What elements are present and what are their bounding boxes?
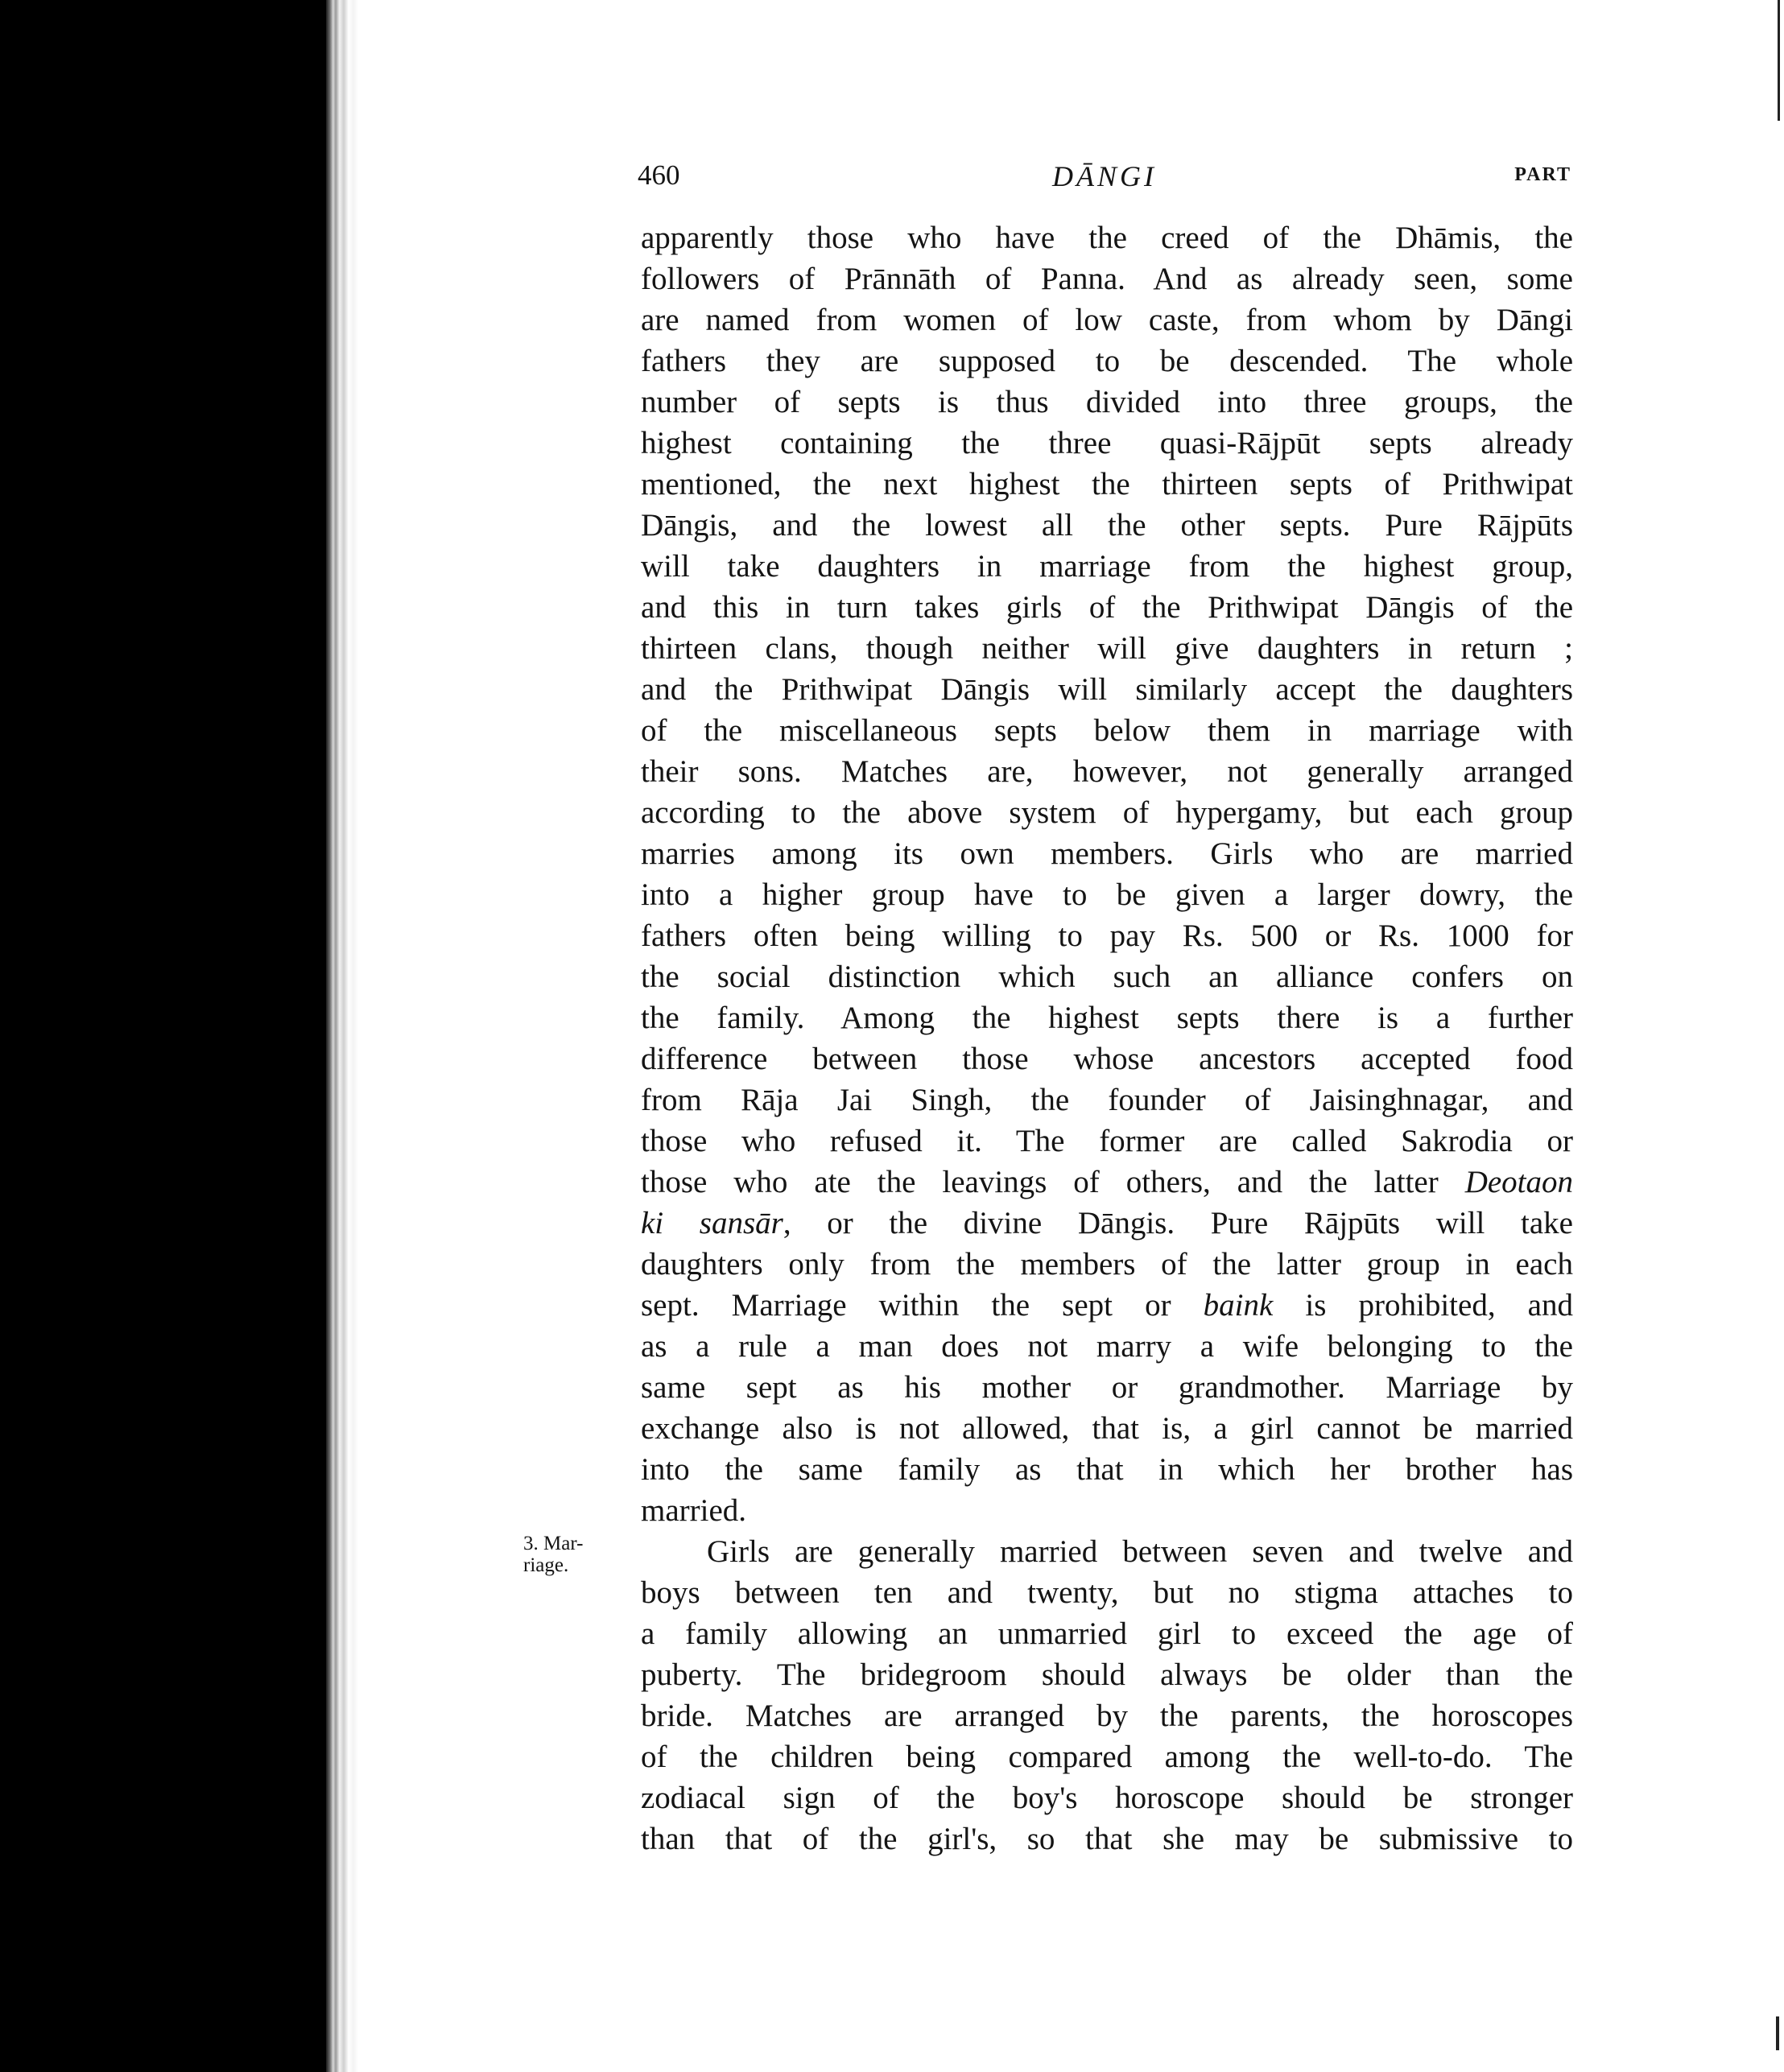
text-line bbox=[641, 1203, 1573, 1244]
running-head bbox=[638, 159, 1571, 200]
scan-edge-mark-bottom bbox=[1776, 2016, 1779, 2050]
text-line: according to the above system of hypergamy, but each group bbox=[641, 795, 1573, 830]
text-line: as a rule a man does not marry a wife belonging to the bbox=[641, 1329, 1573, 1364]
text-line: their sons. Matches are, however, not generally arranged bbox=[641, 754, 1573, 789]
italic-term-baink: baink bbox=[1203, 1288, 1274, 1323]
body-text bbox=[641, 217, 1573, 1859]
scan-edge-mark-top bbox=[1778, 0, 1780, 121]
text-line: into the same family as that in which her brother has bbox=[641, 1452, 1573, 1487]
italic-term-ki-sansar: ki sansār bbox=[641, 1206, 783, 1240]
text-line: bride. Matches are arranged by the parents, the horoscopes bbox=[641, 1698, 1573, 1733]
text-line: are named from women of low caste, from whom by Dāngi bbox=[641, 303, 1573, 337]
margin-note-marriage bbox=[523, 1533, 583, 1576]
text-line: fathers they are supposed to be descended. The whole bbox=[641, 344, 1573, 378]
text-run: , or the divine Dāngis. Pure Rājpūts will take bbox=[783, 1206, 1573, 1240]
text-line: mentioned, the next highest the thirteen septs of Prithwipat bbox=[641, 467, 1573, 501]
text-line: Girls are generally married between seven and twelve and bbox=[707, 1534, 1573, 1569]
text-run: those who ate the leavings of others, and the latter bbox=[641, 1165, 1465, 1199]
text-line: puberty. The bridegroom should always be older than the bbox=[641, 1657, 1573, 1692]
text-line: fathers often being willing to pay Rs. 500 or Rs. 1000 for bbox=[641, 918, 1573, 953]
text-line: marries among its own members. Girls who are married bbox=[641, 836, 1573, 871]
text-line: the social distinction which such an alliance confers on bbox=[641, 960, 1573, 994]
text-run: sept. Marriage within the sept or bbox=[641, 1288, 1204, 1323]
text-line: difference between those whose ancestors accepted food bbox=[641, 1042, 1573, 1076]
margin-note-line: 3. Mar- bbox=[523, 1533, 584, 1554]
book-spine-shadow bbox=[0, 0, 326, 2072]
margin-note-line: riage. bbox=[523, 1554, 569, 1576]
text-line: into a higher group have to be given a larger dowry, the bbox=[641, 877, 1573, 912]
text-line bbox=[641, 1162, 1573, 1203]
text-line: zodiacal sign of the boy's horoscope should be stronger bbox=[641, 1781, 1573, 1815]
text-line: and this in turn takes girls of the Prithwipat Dāngis of the bbox=[641, 590, 1573, 625]
page-gutter-edge bbox=[326, 0, 358, 2072]
text-line: exchange also is not allowed, that is, a girl cannot be married bbox=[641, 1411, 1573, 1446]
text-line: thirteen clans, though neither will give daughters in return ; bbox=[641, 631, 1573, 666]
text-line bbox=[641, 1285, 1573, 1326]
text-line: and the Prithwipat Dāngis will similarly accept the daughters bbox=[641, 672, 1573, 707]
text-line: a family allowing an unmarried girl to exceed the age of bbox=[641, 1616, 1573, 1651]
text-line: than that of the girl's, so that she may be submissive to bbox=[641, 1822, 1573, 1856]
text-line: of the miscellaneous septs below them in marriage with bbox=[641, 713, 1573, 748]
running-title: DĀNGI bbox=[1052, 160, 1157, 192]
part-label: PART bbox=[1514, 164, 1571, 185]
text-line: Dāngis, and the lowest all the other septs. Pure Rājpūts bbox=[641, 508, 1573, 543]
italic-term-deotaon: Deotaon bbox=[1464, 1165, 1573, 1199]
text-line: the family. Among the highest septs there is a further bbox=[641, 1001, 1573, 1035]
text-line: followers of Prānnāth of Panna. And as already seen, some bbox=[641, 262, 1573, 296]
text-line: boys between ten and twenty, but no stigma attaches to bbox=[641, 1575, 1573, 1610]
page-number: 460 bbox=[638, 159, 680, 191]
text-run: is prohibited, and bbox=[1273, 1288, 1573, 1323]
text-line: those who refused it. The former are called Sakrodia or bbox=[641, 1124, 1573, 1158]
text-line: same sept as his mother or grandmother. Marriage by bbox=[641, 1370, 1573, 1405]
text-line: from Rāja Jai Singh, the founder of Jaisinghnagar, and bbox=[641, 1083, 1573, 1117]
text-line: of the children being compared among the well-to-do. The bbox=[641, 1740, 1573, 1774]
text-line: highest containing the three quasi-Rājpūt septs already bbox=[641, 426, 1573, 460]
text-line: apparently those who have the creed of the Dhāmis, the bbox=[641, 221, 1573, 255]
text-line: number of septs is thus divided into three groups, the bbox=[641, 385, 1573, 419]
text-line: married. bbox=[641, 1493, 747, 1528]
text-line: daughters only from the members of the latter group in each bbox=[641, 1247, 1573, 1282]
text-line: will take daughters in marriage from the highest group, bbox=[641, 549, 1573, 584]
